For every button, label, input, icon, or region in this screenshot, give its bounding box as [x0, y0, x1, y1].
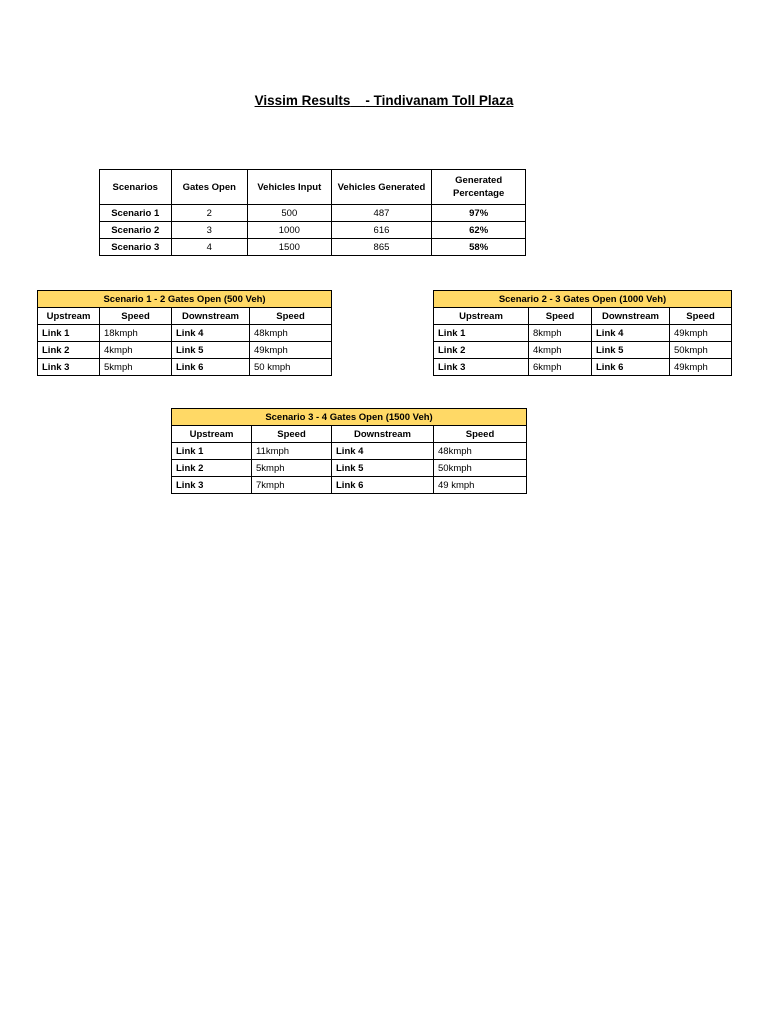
column-header: Upstream: [172, 426, 252, 443]
column-header: Speed: [250, 308, 332, 325]
gates-cell: 2: [171, 205, 248, 222]
upstream-link: Link 1: [38, 325, 100, 342]
scenario-cell: Scenario 3: [100, 239, 172, 256]
gates-cell: 3: [171, 222, 248, 239]
input-cell: 1000: [248, 222, 332, 239]
percentage-cell: 58%: [432, 239, 526, 256]
upstream-speed: 18kmph: [100, 325, 172, 342]
table-row: [38, 359, 332, 376]
upstream-link: Link 3: [38, 359, 100, 376]
downstream-link: Link 6: [332, 477, 434, 494]
scenario-header-row: [172, 426, 527, 443]
scenario-1-caption: Scenario 1 - 2 Gates Open (500 Veh): [38, 291, 332, 308]
upstream-speed: 8kmph: [529, 325, 592, 342]
downstream-link: Link 5: [592, 342, 670, 359]
column-header: Speed: [670, 308, 732, 325]
downstream-link: Link 5: [172, 342, 250, 359]
upstream-link: Link 3: [434, 359, 529, 376]
upstream-link: Link 1: [172, 443, 252, 460]
downstream-link: Link 4: [592, 325, 670, 342]
upstream-speed: 7kmph: [252, 477, 332, 494]
upstream-speed: 5kmph: [100, 359, 172, 376]
summary-header: Scenarios: [100, 170, 172, 205]
downstream-speed: 49kmph: [670, 359, 732, 376]
scenario-cell: Scenario 1: [100, 205, 172, 222]
upstream-link: Link 3: [172, 477, 252, 494]
downstream-speed: 50 kmph: [250, 359, 332, 376]
summary-header: Vehicles Generated: [331, 170, 432, 205]
downstream-link: Link 6: [172, 359, 250, 376]
upstream-link: Link 2: [38, 342, 100, 359]
scenario-3-table: [171, 408, 527, 494]
summary-header: Gates Open: [171, 170, 248, 205]
upstream-speed: 4kmph: [529, 342, 592, 359]
downstream-speed: 48kmph: [250, 325, 332, 342]
input-cell: 500: [248, 205, 332, 222]
table-row: [172, 477, 527, 494]
downstream-link: Link 4: [332, 443, 434, 460]
column-header: Upstream: [38, 308, 100, 325]
table-row: [100, 222, 526, 239]
summary-header-row: [100, 170, 526, 205]
downstream-speed: 49kmph: [250, 342, 332, 359]
table-row: [172, 460, 527, 477]
upstream-speed: 6kmph: [529, 359, 592, 376]
downstream-speed: 50kmph: [434, 460, 527, 477]
generated-cell: 616: [331, 222, 432, 239]
downstream-link: Link 4: [172, 325, 250, 342]
scenario-header-row: [38, 308, 332, 325]
table-row: [100, 205, 526, 222]
upstream-link: Link 1: [434, 325, 529, 342]
table-row: [38, 325, 332, 342]
title-main: Vissim Results: [254, 93, 351, 108]
upstream-speed: 4kmph: [100, 342, 172, 359]
generated-cell: 487: [331, 205, 432, 222]
table-row: [38, 342, 332, 359]
scenario-3-caption: Scenario 3 - 4 Gates Open (1500 Veh): [172, 409, 527, 426]
upstream-link: Link 2: [434, 342, 529, 359]
downstream-speed: 48kmph: [434, 443, 527, 460]
scenario-cell: Scenario 2: [100, 222, 172, 239]
downstream-speed: 50kmph: [670, 342, 732, 359]
column-header: Upstream: [434, 308, 529, 325]
column-header: Downstream: [332, 426, 434, 443]
upstream-speed: 11kmph: [252, 443, 332, 460]
table-row: [434, 342, 732, 359]
input-cell: 1500: [248, 239, 332, 256]
downstream-speed: 49 kmph: [434, 477, 527, 494]
column-header: Downstream: [592, 308, 670, 325]
title-sub: - Tindivanam Toll Plaza: [365, 93, 514, 108]
title-gap: [350, 93, 365, 108]
scenario-1-table: [37, 290, 332, 376]
upstream-link: Link 2: [172, 460, 252, 477]
scenario-2-caption: Scenario 2 - 3 Gates Open (1000 Veh): [434, 291, 732, 308]
scenario-2-table: [433, 290, 732, 376]
downstream-speed: 49kmph: [670, 325, 732, 342]
table-row: [434, 325, 732, 342]
table-row: [434, 359, 732, 376]
summary-header: Vehicles Input: [248, 170, 332, 205]
column-header: Speed: [529, 308, 592, 325]
generated-cell: 865: [331, 239, 432, 256]
column-header: Speed: [252, 426, 332, 443]
table-row: [100, 239, 526, 256]
percentage-cell: 62%: [432, 222, 526, 239]
page-title: [0, 93, 768, 108]
column-header: Speed: [434, 426, 527, 443]
summary-header: Generated Percentage: [432, 170, 526, 205]
upstream-speed: 5kmph: [252, 460, 332, 477]
column-header: Speed: [100, 308, 172, 325]
scenario-header-row: [434, 308, 732, 325]
table-row: [172, 443, 527, 460]
column-header: Downstream: [172, 308, 250, 325]
downstream-link: Link 6: [592, 359, 670, 376]
gates-cell: 4: [171, 239, 248, 256]
percentage-cell: 97%: [432, 205, 526, 222]
downstream-link: Link 5: [332, 460, 434, 477]
summary-table: [99, 169, 526, 256]
